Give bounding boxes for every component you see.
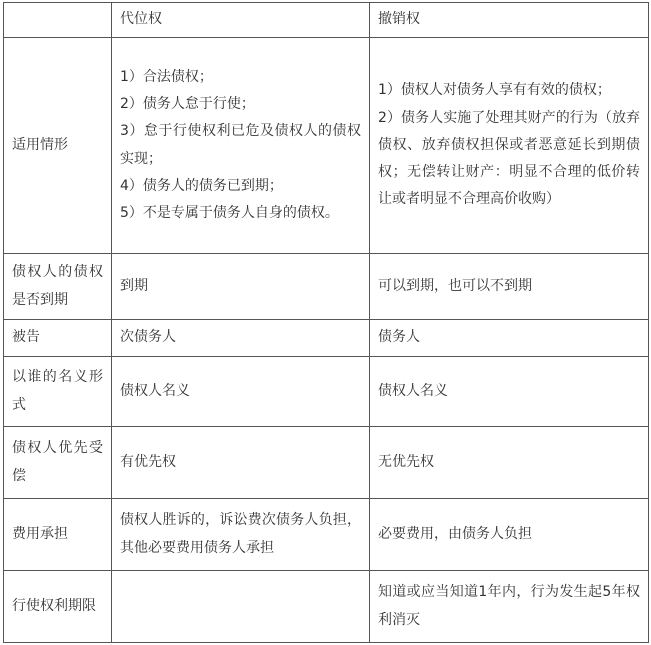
- condition-item: 4）债务人的债务已到期；: [120, 177, 283, 194]
- name-subrogation-cell: 债权人名义: [112, 357, 370, 427]
- table-header-row: [4, 3, 649, 38]
- table-row: [4, 320, 649, 357]
- cost-subrogation-cell: 债权人胜诉的，诉讼费次债务人负担，其他必要费用债务人承担: [112, 499, 370, 571]
- table-row: [4, 427, 649, 499]
- time-limit-subrogation-cell: [112, 571, 370, 643]
- table-row: [4, 254, 649, 320]
- condition-item: 3）怠于行使权利已危及债权人的债权实现；: [120, 123, 361, 167]
- condition-item: 5）不是专属于债务人自身的债权。: [120, 205, 339, 222]
- header-revocation: 撤销权: [370, 3, 649, 38]
- row-label-cost: 费用承担: [4, 499, 112, 571]
- table-row: [4, 38, 649, 254]
- comparison-table: [3, 2, 649, 643]
- row-label-priority: 债权人优先受偿: [4, 427, 112, 499]
- row-label-defendant: 被告: [4, 320, 112, 357]
- condition-item: 2）债务人怠于行使；: [120, 95, 255, 112]
- table-row: [4, 499, 649, 571]
- applicable-subrogation-cell: [112, 38, 370, 254]
- condition-item: 2）债务人实施了处理其财产的行为（放弃债权、放弃债权担保或者恶意延长到期债权；无偿转让财产：明显不合理的低价转让或者明显不合理高价收购）: [378, 109, 640, 208]
- header-blank-cell: [4, 3, 112, 38]
- condition-item: 1）债权人对债务人享有有效的债权；: [378, 82, 611, 99]
- row-label-applicable: 适用情形: [4, 38, 112, 254]
- table-row: [4, 571, 649, 643]
- maturity-revocation-cell: 可以到期，也可以不到期: [370, 254, 649, 320]
- name-revocation-cell: 债权人名义: [370, 357, 649, 427]
- row-label-maturity: 债权人的债权是否到期: [4, 254, 112, 320]
- defendant-subrogation-cell: 次债务人: [112, 320, 370, 357]
- time-limit-revocation-cell: 知道或应当知道1年内，行为发生起5年权利消灭: [370, 571, 649, 643]
- condition-item: 1）合法债权；: [120, 68, 213, 85]
- table-row: [4, 357, 649, 427]
- priority-revocation-cell: 无优先权: [370, 427, 649, 499]
- applicable-revocation-cell: [370, 38, 649, 254]
- priority-subrogation-cell: 有优先权: [112, 427, 370, 499]
- defendant-revocation-cell: 债务人: [370, 320, 649, 357]
- cost-revocation-cell: 必要费用，由债务人负担: [370, 499, 649, 571]
- row-label-time-limit: 行使权利期限: [4, 571, 112, 643]
- header-subrogation: 代位权: [112, 3, 370, 38]
- maturity-subrogation-cell: 到期: [112, 254, 370, 320]
- row-label-name: 以谁的名义形式: [4, 357, 112, 427]
